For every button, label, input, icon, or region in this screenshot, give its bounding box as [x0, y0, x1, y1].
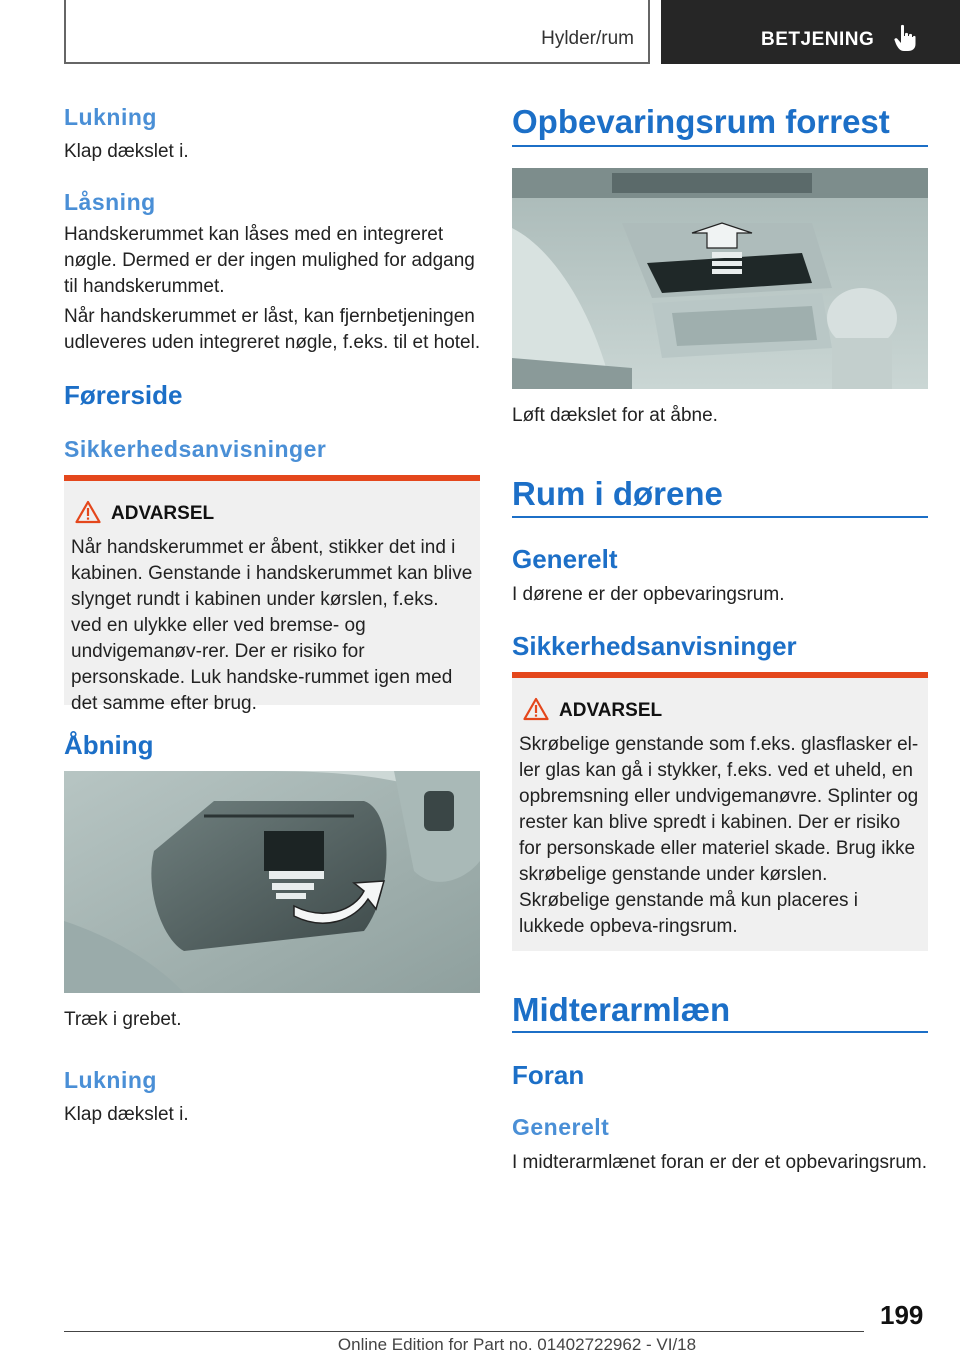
warning-text: Når handskerummet er åbent, stikker det ind i kabinen. Genstande i handskerummet kan blive slynget rundt i kabinen under kørslen, f.eks. ved en ulykke eller ved bremse- og undvigemanøv-rer. Der er risiko for personskade. Luk handske-rummet igen med det samme efter brug. [71, 537, 473, 714]
foran-heading: Foran [512, 1060, 585, 1090]
header-section-title: Hylder/rum [541, 28, 634, 49]
footer-edition: Online Edition for Part no. 01402722962 - VI/18 [337, 1335, 697, 1354]
generelt-heading: Generelt [512, 544, 618, 574]
lasning-paragraph-2: Når handskerummet er låst, kan fjernbetjeningen udleveres uden integreret nøgle, f.eks. til et hotel. [64, 306, 481, 353]
warning-box [64, 475, 480, 714]
warning-title [111, 503, 473, 527]
figure-caption-left: Træk i grebet. [64, 1009, 182, 1030]
pointing-hand-icon [894, 24, 916, 52]
heading-rule [512, 516, 928, 518]
warning-title-text: ADVARSEL [559, 700, 663, 721]
glovebox-figure [64, 771, 480, 993]
lukning-text-2: Klap dækslet i. [64, 1104, 189, 1125]
rum-i-dorene-heading: Rum i dørene [512, 475, 723, 512]
front-compartment-figure [512, 168, 928, 389]
warning-triangle-icon [523, 697, 549, 721]
forerside-heading: Førerside [64, 380, 183, 410]
warning-triangle-icon [75, 500, 101, 524]
heading-rule [512, 1031, 928, 1033]
abning-heading: Åbning [64, 730, 154, 760]
lukning-heading: Lukning [64, 104, 157, 130]
warning-box-right [512, 672, 928, 951]
generelt-text-2: I midterarmlænet foran er der et opbevaringsrum. [512, 1152, 928, 1173]
footer-rule [64, 1331, 864, 1332]
generelt-heading-2: Generelt [512, 1114, 610, 1140]
warning-text: Skrøbelige genstande som f.eks. glasflasker el-ler glas kan gå i stykker, f.eks. ved et uheld, en opbremsning eller undvigemanøvre. Splinter og rester kan blive spredt i kabinen. Der er risiko for personskade eller materiel skade. Brug ikke skrøbelige genstande under kørslen. Skrøbelige genstande må kun placeres i lukkede opbeva-ringsrum. [519, 734, 919, 937]
figure-caption-right: Løft dækslet for at åbne. [512, 405, 718, 426]
warning-title-text: ADVARSEL [111, 503, 215, 524]
lukning-heading-2: Lukning [64, 1067, 157, 1093]
warning-title [559, 700, 921, 724]
generelt-text: I dørene er der opbevaringsrum. [512, 584, 785, 605]
lukning-text: Klap dækslet i. [64, 141, 189, 162]
sikkerhed-heading-right: Sikkerhedsanvisninger [512, 631, 797, 661]
page-number: 199 [880, 1300, 924, 1330]
opbevaringsrum-heading: Opbevaringsrum forrest [512, 103, 890, 140]
header-section-box [64, 0, 650, 64]
lasning-heading: Låsning [64, 189, 156, 215]
heading-rule [512, 145, 928, 147]
midterarmlaen-heading: Midterarmlæn [512, 991, 731, 1028]
lasning-paragraph-1: Handskerummet kan låses med en integreret nøgle. Dermed er der ingen mulighed for adgang til handskerummet. [64, 224, 475, 297]
header-chapter-title: BETJENING [761, 29, 875, 50]
sikkerhed-heading: Sikkerhedsanvisninger [64, 436, 327, 462]
header-chapter-tab[interactable] [661, 0, 960, 64]
